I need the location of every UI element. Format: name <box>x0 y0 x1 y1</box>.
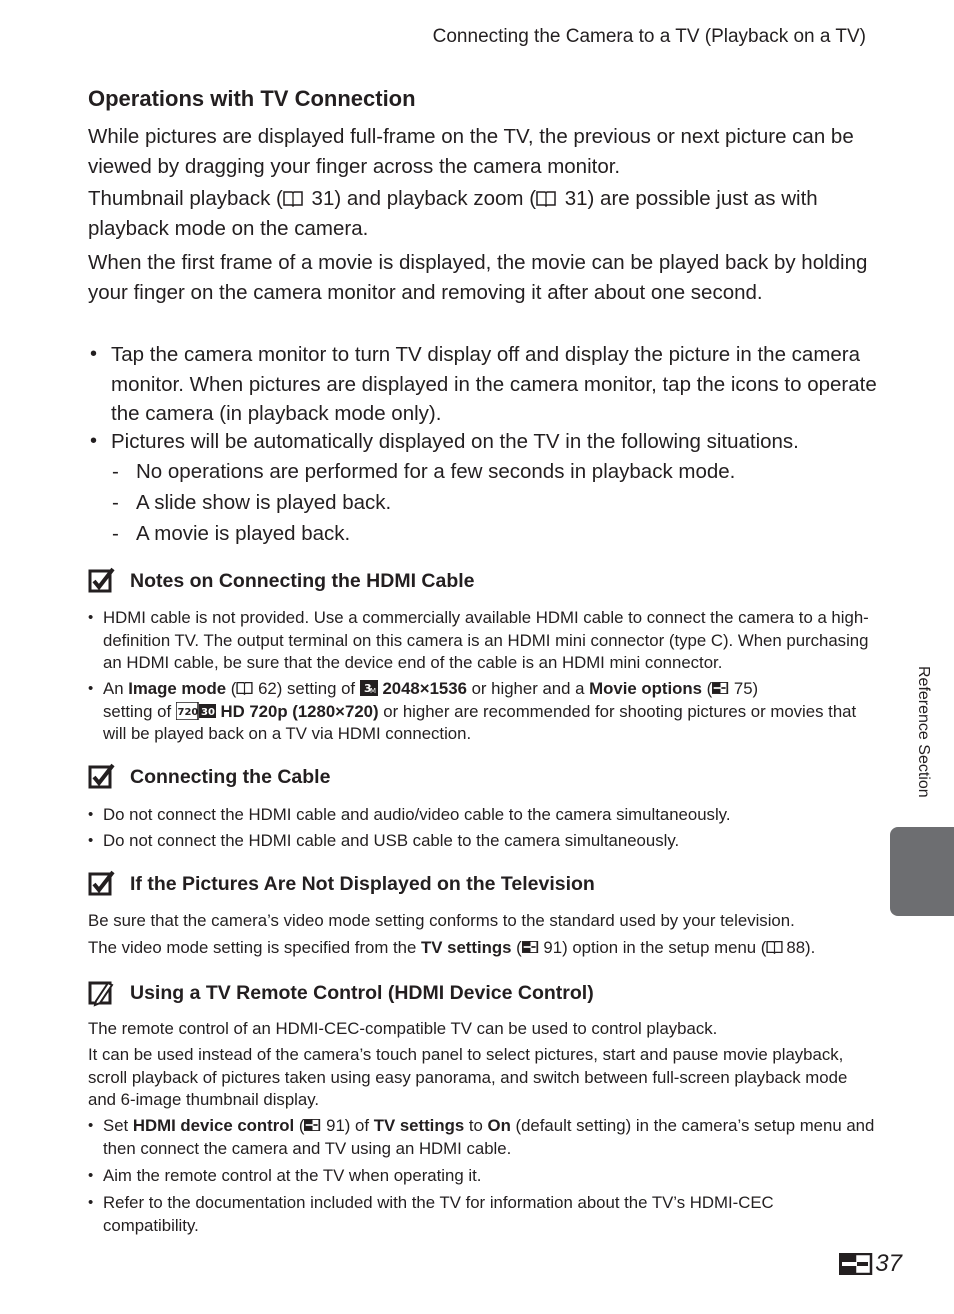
checkmark-note-icon <box>88 567 116 595</box>
side-section-label: Reference Section <box>915 666 932 798</box>
svg-text:M: M <box>369 687 376 695</box>
list-item-text: Refer to the documentation included with the TV for information about the TV’s HDMI-CEC compatibility. <box>103 1193 774 1235</box>
note-title: If the Pictures Are Not Displayed on the Television <box>130 872 595 895</box>
note-title: Notes on Connecting the HDMI Cable <box>130 569 475 592</box>
paragraph-full-frame: While pictures are displayed full-frame on the TV, the previous or next picture can be viewed by dragging your finger across the camera monitor. <box>88 125 854 178</box>
note-heading-remote <box>88 978 594 1008</box>
e-ref-icon <box>522 941 539 953</box>
note-paragraph: Be sure that the camera’s video mode setting conforms to the standard used by your television. <box>88 911 795 930</box>
book-ref-icon <box>536 190 556 207</box>
sub-list-item-text: A movie is played back. <box>136 522 351 545</box>
book-ref-icon <box>236 681 253 695</box>
list-item <box>88 340 901 429</box>
list-item <box>88 804 878 827</box>
list-item <box>88 1115 878 1160</box>
sub-list-item <box>110 519 836 549</box>
list-item <box>88 607 878 675</box>
svg-text:30: 30 <box>200 706 215 718</box>
bullet-icon: • <box>88 680 94 697</box>
list-item <box>88 1192 833 1237</box>
list-item-text: Set HDMI device control ( 91) of TV settings to On (default setting) in the camera’s setup menu and then connect the camera and TV using an HDMI cable. <box>103 1116 875 1158</box>
dash-icon: - <box>112 522 119 545</box>
list-item-text: Do not connect the HDMI cable and audio/video cable to the camera simultaneously. <box>103 805 731 824</box>
bullet-icon: • <box>88 832 94 849</box>
bullet-icon: • <box>88 806 94 823</box>
checkmark-note-icon <box>88 870 116 898</box>
book-ref-icon <box>283 190 303 207</box>
image-size-3m-icon <box>360 680 378 696</box>
movie-720-icon <box>176 702 216 720</box>
dash-icon: - <box>112 460 119 483</box>
dash-icon: - <box>112 491 119 514</box>
note-heading-not-displayed <box>88 869 595 899</box>
svg-text:720: 720 <box>177 706 199 718</box>
sub-list-item <box>110 488 836 518</box>
list-item-text: Aim the remote control at the TV when operating it. <box>103 1166 482 1185</box>
paragraph-text: Thumbnail playback ( <box>88 187 283 210</box>
list-item <box>88 830 878 853</box>
list-item-text: HDMI cable is not provided. Use a commercially available HDMI cable to connect the camera to a high-definition TV. The output terminal on this camera is an HDMI mini connector (type C). When purchasing an HDMI cable, be sure that the device end of the cable is an HDMI mini connector. <box>103 608 869 673</box>
bullet-icon: • <box>88 1167 94 1184</box>
note-paragraph: It can be used instead of the camera’s touch panel to select pictures, start and pause movie playback, scroll playback of pictures taken using easy panorama, and switch between full-screen playback mode and 6-image thumbnail display. <box>88 1045 848 1110</box>
section-heading: Operations with TV Connection <box>88 86 416 111</box>
e-ref-icon <box>304 1119 321 1131</box>
bullet-icon: • <box>88 1117 94 1134</box>
list-item-text: An Image mode ( 62) setting of 3 M 2048×1536 or higher and a Movie options ( 75) setting of 720 30 HD 720p (1280×720) or higher are recommended for shooting pictures or movies that will be played back on a TV via HDMI connection. <box>103 679 857 744</box>
note-paragraph: The remote control of an HDMI-CEC-compatible TV can be used to control playback. <box>88 1019 718 1038</box>
checkmark-note-icon <box>88 763 116 791</box>
paragraph-movie: When the first frame of a movie is displayed, the movie can be played back by holding your finger on the camera monitor and removing it after about one second. <box>88 251 868 304</box>
paragraph-text: 31) are possible just as with playback mode on the camera. <box>88 187 818 240</box>
page-number <box>839 1250 902 1278</box>
paragraph-thumbnail <box>88 184 888 243</box>
page-number-text: 37 <box>875 1250 902 1277</box>
svg-text:3: 3 <box>363 682 372 695</box>
book-ref-icon <box>766 940 783 954</box>
sub-list-item-text: A slide show is played back. <box>136 491 392 514</box>
bullet-icon: • <box>90 430 98 452</box>
note-heading-hdmi <box>88 566 475 596</box>
list-item <box>88 1165 878 1188</box>
e-ref-icon <box>712 682 729 694</box>
list-item <box>88 678 878 746</box>
bullet-icon: • <box>88 1194 94 1211</box>
running-header: Connecting the Camera to a TV (Playback on a TV) <box>432 26 866 47</box>
section-tab <box>890 827 954 916</box>
bullet-icon: • <box>88 609 94 626</box>
list-item-text: Do not connect the HDMI cable and USB cable to the camera simultaneously. <box>103 831 680 850</box>
note-heading-cable <box>88 762 330 792</box>
list-item <box>88 427 901 457</box>
note-paragraph: The video mode setting is specified from the TV settings ( 91) option in the setup menu ( 88). <box>88 938 816 957</box>
note-title: Connecting the Cable <box>130 765 331 788</box>
e-section-icon <box>839 1253 873 1275</box>
paragraph-text: 31) and playback zoom ( <box>311 187 537 210</box>
sub-list-item-text: No operations are performed for a few seconds in playback mode. <box>136 460 736 483</box>
list-item-text: Tap the camera monitor to turn TV display off and display the picture in the camera monitor. When pictures are displayed in the camera monitor, tap the icons to operate the camera (in playback mode only). <box>111 343 877 425</box>
bullet-icon: • <box>90 343 98 365</box>
pencil-note-icon <box>88 979 116 1007</box>
sub-list-item <box>110 457 836 487</box>
list-item-text: Pictures will be automatically displayed on the TV in the following situations. <box>111 430 799 453</box>
note-title: Using a TV Remote Control (HDMI Device Control) <box>130 981 594 1004</box>
